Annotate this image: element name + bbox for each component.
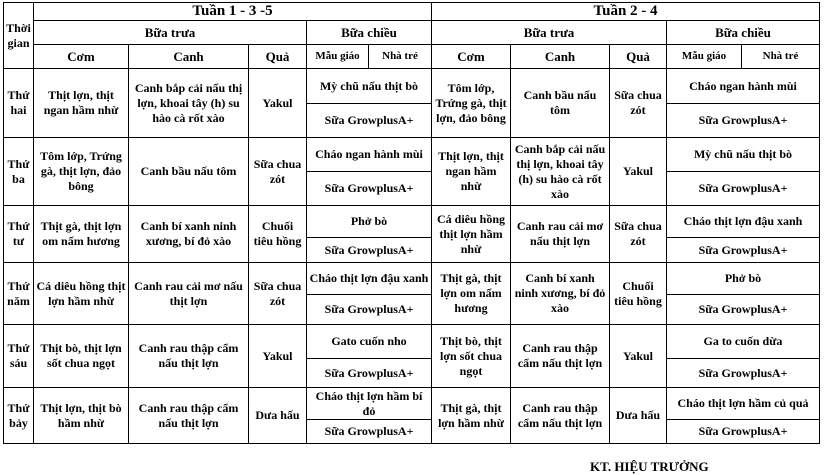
week-b-qua-cell: Yakul: [610, 325, 667, 388]
day-label: Thứ năm: [4, 263, 34, 325]
week-a-qua-header: Quả: [249, 45, 307, 69]
week-a-afternoon-dish-cell: Mỳ chũ nấu thịt bò: [307, 69, 432, 104]
footer-signature: KT. HIỆU TRƯỞNG: [590, 459, 709, 474]
week-a-com-cell: Thịt lợn, thịt ngan hầm nhừ: [34, 69, 129, 138]
week-b-com-header: Cơm: [432, 45, 511, 69]
week-b-qua-cell: Chuối tiêu hồng: [610, 263, 667, 325]
time-header: Thời gian: [4, 3, 34, 69]
week-a-qua-cell: Dưa hấu: [249, 388, 307, 444]
week-b-qua-cell: Sữa chua zót: [610, 206, 667, 263]
table-row: [4, 138, 820, 172]
weekly-menu-table: [3, 2, 820, 444]
week-b-canh-cell: Canh bầu nấu tôm: [511, 69, 610, 138]
week-a-com-cell: Thịt gà, thịt lợn om nấm hương: [34, 206, 129, 263]
week-b-mau-giao-header: Mẫu giáo: [667, 45, 742, 69]
table-row: [4, 388, 820, 420]
week-a-canh-cell: Canh rau cải mơ nấu thịt lợn: [129, 263, 249, 325]
week-b-canh-cell: Canh bắp cải nấu thị lợn, khoai tây (h) su hào cà rốt xào: [511, 138, 610, 206]
week-a-header: Tuần 1 - 3 -5: [34, 3, 432, 21]
week-b-afternoon-dish-cell: Cháo ngan hành mùi: [667, 69, 820, 104]
week-b-afternoon-dish-cell: Mỳ chũ nấu thịt bò: [667, 138, 820, 172]
week-a-qua-cell: Yakul: [249, 69, 307, 138]
week-a-canh-cell: Canh rau thập cẩm nấu thịt lợn: [129, 388, 249, 444]
week-b-qua-cell: Yakul: [610, 138, 667, 206]
week-a-afternoon-header: Bữa chiều: [307, 21, 432, 45]
day-label: Thứ bảy: [4, 388, 34, 444]
week-b-com-cell: Cá diêu hồng thịt lợn hầm nhừ: [432, 206, 511, 263]
table-row: [4, 206, 820, 238]
table-row: [4, 325, 820, 359]
day-label: Thứ ba: [4, 138, 34, 206]
table-row: [4, 263, 820, 295]
week-a-afternoon-milk-cell: Sữa GrowplusA+: [307, 359, 432, 388]
week-b-afternoon-dish-cell: Cháo thịt lợn hầm củ quả: [667, 388, 820, 420]
week-b-header: Tuần 2 - 4: [432, 3, 820, 21]
week-a-qua-cell: Sữa chua zót: [249, 263, 307, 325]
week-b-afternoon-milk-cell: Sữa GrowplusA+: [667, 420, 820, 444]
week-a-afternoon-dish-cell: Cháo thịt lợn hầm bí đỏ: [307, 388, 432, 420]
week-a-com-header: Cơm: [34, 45, 129, 69]
week-b-afternoon-dish-cell: Phở bò: [667, 263, 820, 295]
week-a-canh-cell: Canh rau thập cẩm nấu thịt lợn: [129, 325, 249, 388]
week-b-nha-tre-header: Nhà trẻ: [742, 45, 820, 69]
week-a-canh-cell: Canh bắp cải nấu thị lợn, khoai tây (h) su hào cà rốt xào: [129, 69, 249, 138]
week-b-com-cell: Tôm lớp, Trứng gà, thịt lợn, đảo bông: [432, 69, 511, 138]
week-b-qua-header: Quả: [610, 45, 667, 69]
week-b-com-cell: Thịt gà, thịt lợn om nấm hương: [432, 263, 511, 325]
week-b-afternoon-dish-cell: Cháo thịt lợn đậu xanh: [667, 206, 820, 238]
week-a-afternoon-milk-cell: Sữa GrowplusA+: [307, 104, 432, 138]
week-b-canh-cell: Canh bí xanh ninh xương, bí đỏ xào: [511, 263, 610, 325]
week-b-qua-cell: Sữa chua zót: [610, 69, 667, 138]
week-a-lunch-header: Bữa trưa: [34, 21, 307, 45]
day-label: Thứ tư: [4, 206, 34, 263]
week-a-afternoon-milk-cell: Sữa GrowplusA+: [307, 172, 432, 206]
week-a-afternoon-dish-cell: Gato cuốn nho: [307, 325, 432, 359]
week-a-afternoon-dish-cell: Cháo thịt lợn đậu xanh: [307, 263, 432, 295]
week-b-afternoon-milk-cell: Sữa GrowplusA+: [667, 359, 820, 388]
week-b-afternoon-header: Bữa chiều: [667, 21, 820, 45]
week-b-com-cell: Thịt gà, thịt lợn hầm nhừ: [432, 388, 511, 444]
week-b-afternoon-milk-cell: Sữa GrowplusA+: [667, 104, 820, 138]
week-a-com-cell: Tôm lớp, Trứng gà, thịt lợn, đảo bông: [34, 138, 129, 206]
day-label: Thứ sáu: [4, 325, 34, 388]
week-a-afternoon-milk-cell: Sữa GrowplusA+: [307, 420, 432, 444]
week-b-canh-cell: Canh rau thập cẩm nấu thịt lợn: [511, 388, 610, 444]
week-a-com-cell: Thịt lợn, thịt bò hầm nhừ: [34, 388, 129, 444]
week-a-canh-header: Canh: [129, 45, 249, 69]
week-a-com-cell: Cá diêu hồng thịt lợn hầm nhừ: [34, 263, 129, 325]
week-a-com-cell: Thịt bò, thịt lợn sốt chua ngọt: [34, 325, 129, 388]
week-b-afternoon-milk-cell: Sữa GrowplusA+: [667, 172, 820, 206]
week-a-qua-cell: Yakul: [249, 325, 307, 388]
week-b-afternoon-milk-cell: Sữa GrowplusA+: [667, 295, 820, 325]
week-b-com-cell: Thịt lợn, thịt ngan hầm nhừ: [432, 138, 511, 206]
week-a-qua-cell: Sữa chua zót: [249, 138, 307, 206]
week-b-lunch-header: Bữa trưa: [432, 21, 667, 45]
week-b-afternoon-dish-cell: Ga to cuốn dừa: [667, 325, 820, 359]
day-label: Thứ hai: [4, 69, 34, 138]
week-b-canh-cell: Canh rau cải mơ nấu thịt lợn: [511, 206, 610, 263]
week-b-afternoon-milk-cell: Sữa GrowplusA+: [667, 238, 820, 263]
week-a-afternoon-milk-cell: Sữa GrowplusA+: [307, 238, 432, 263]
week-a-canh-cell: Canh bầu nấu tôm: [129, 138, 249, 206]
table-row: [4, 69, 820, 104]
week-b-canh-cell: Canh rau thập cẩm nấu thịt lợn: [511, 325, 610, 388]
week-a-canh-cell: Canh bí xanh ninh xương, bí đỏ xào: [129, 206, 249, 263]
week-b-com-cell: Thịt bò, thịt lợn sốt chua ngọt: [432, 325, 511, 388]
week-a-qua-cell: Chuối tiêu hồng: [249, 206, 307, 263]
week-a-afternoon-milk-cell: Sữa GrowplusA+: [307, 295, 432, 325]
week-a-mau-giao-header: Mẫu giáo: [307, 45, 369, 69]
week-a-afternoon-dish-cell: Cháo ngan hành mùi: [307, 138, 432, 172]
week-b-qua-cell: Dưa hấu: [610, 388, 667, 444]
week-a-afternoon-dish-cell: Phở bò: [307, 206, 432, 238]
week-a-nha-tre-header: Nhà trẻ: [369, 45, 432, 69]
week-b-canh-header: Canh: [511, 45, 610, 69]
